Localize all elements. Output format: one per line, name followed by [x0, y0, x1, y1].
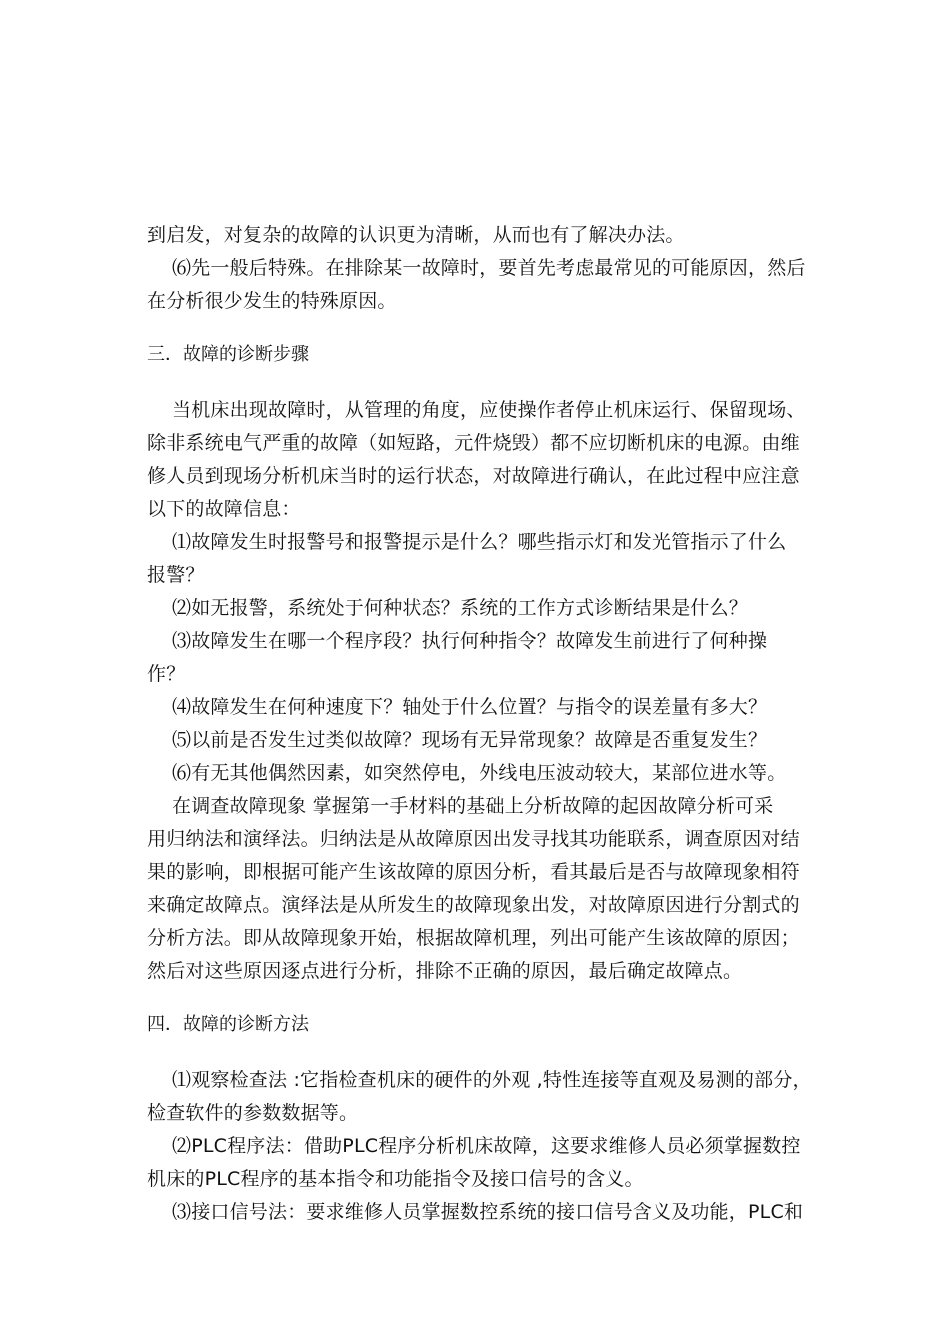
list-item: ⑴观察检查法 :它指检查机床的硬件的外观 ,特性连接等直观及易测的部分， [172, 1069, 812, 1091]
text-line: 来确定故障点。演绎法是从所发生的故障现象出发，对故障原因进行分割式的 [147, 894, 800, 916]
text-line: 修人员到现场分析机床当时的运行状态，对故障进行确认，在此过程中应注意 [147, 465, 800, 487]
list-item: ⑵如无报警，系统处于何种状态？系统的工作方式诊断结果是什么？ [172, 597, 749, 619]
list-item: ⑷故障发生在何种速度下？轴处于什么位置？与指令的误差量有多大？ [172, 696, 768, 718]
text-line: 用归纳法和演绎法。归纳法是从故障原因出发寻找其功能联系，调查原因对结 [147, 828, 800, 850]
list-item-continuation: 检查软件的参数数据等。 [147, 1102, 359, 1124]
list-item-continuation: 作？ [147, 663, 186, 685]
list-item: ⑹有无其他偶然因素，如突然停电，外线电压波动较大，某部位进水等。 [172, 762, 787, 784]
list-item: ⑴故障发生时报警号和报警提示是什么？哪些指示灯和发光管指示了什么 [172, 531, 787, 553]
text-line: 在调查故障现象 掌握第一手材料的基础上分析故障的起因故障分析可采 [172, 795, 774, 817]
text-line: 然后对这些原因逐点进行分析，排除不正确的原因，最后确定故障点。 [147, 960, 743, 982]
list-item-continuation: 机床的PLC程序的基本指令和功能指令及接口信号的含义。 [147, 1168, 644, 1190]
section-heading: 四．故障的诊断方法 [147, 1014, 309, 1035]
section-heading: 三．故障的诊断步骤 [147, 344, 309, 365]
text-line: 当机床出现故障时，从管理的角度，应使操作者停止机床运行、保留现场、 [172, 399, 806, 421]
text-line: 到启发，对复杂的故障的认识更为清晰，从而也有了解决办法。 [147, 224, 685, 246]
text-line: 除非系统电气严重的故障（如短路，元件烧毁）都不应切断机床的电源。由维 [147, 432, 800, 454]
text-line: 在分析很少发生的特殊原因。 [147, 290, 397, 312]
list-item: ⑶故障发生在哪一个程序段？执行何种指令？故障发生前进行了何种操 [172, 630, 768, 652]
list-item: ⑸以前是否发生过类似故障？现场有无异常现象？故障是否重复发生？ [172, 729, 768, 751]
text-line: 分析方法。即从故障现象开始，根据故障机理，列出可能产生该故障的原因； [147, 927, 800, 949]
text-line: 以下的故障信息： [147, 498, 301, 520]
list-item-continuation: 报警？ [147, 564, 205, 586]
text-line: ⑹先一般后特殊。在排除某一故障时，要首先考虑最常见的可能原因，然后 [172, 257, 806, 279]
text-line: 果的影响，即根据可能产生该故障的原因分析，看其最后是否与故障现象相符 [147, 861, 800, 883]
list-item: ⑵PLC程序法：借助PLC程序分析机床故障，这要求维修人员必须掌握数控 [172, 1135, 801, 1157]
list-item: ⑶接口信号法：要求维修人员掌握数控系统的接口信号含义及功能，PLC和 [172, 1201, 804, 1223]
